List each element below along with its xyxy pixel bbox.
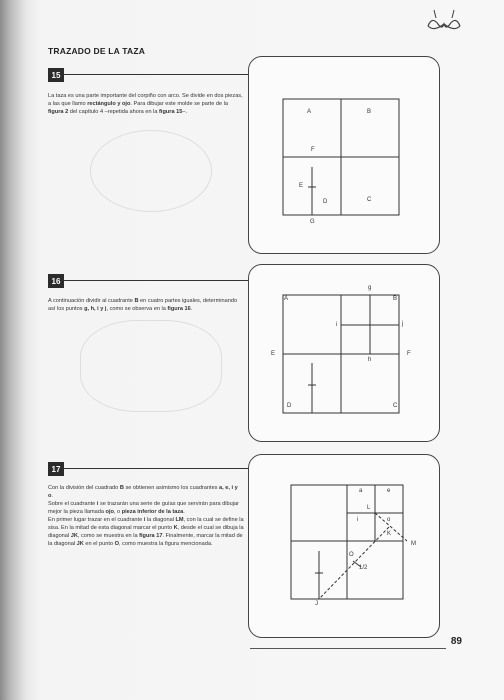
label-M: M xyxy=(411,541,416,547)
label-B: B xyxy=(393,296,398,302)
figure-15-drawing xyxy=(249,57,439,253)
bleed-through xyxy=(80,320,222,412)
label-L: L xyxy=(367,505,371,511)
step-text: Con la división del cuadrado B se obtienen asimismo los cuadrantes a, e, i y o. Sobre el cuadrante i se trazarán una serie de guías que servirán para dibujar mejor la pieza llamada ojo, o pieza inferior de la taza. En primer lugar trazar en el cuadrante i la diagonal LM, con la cual se define la sisa. En la mitad de esta diagonal marcar el punto K, desde el cual se dibuja la diagonal JK, como se muestra en la figura 17. Finalmente, marcar la mitad de la diagonal JK en el punto O, como muestra la figura mencionada. xyxy=(48,485,244,547)
section-heading: TRAZADO DE LA TAZA xyxy=(48,46,146,56)
step-number: 16 xyxy=(48,274,64,288)
label-F: F xyxy=(311,147,315,153)
bleed-through xyxy=(90,130,212,212)
label-j: j xyxy=(402,321,404,327)
label-i: i xyxy=(357,517,359,523)
label-E: E xyxy=(299,183,304,189)
step-rule xyxy=(64,74,260,75)
label-h: h xyxy=(368,357,372,363)
label-o: o xyxy=(387,517,391,523)
step-text: La taza es una parte importante del corpiño con arco. Se divide en dos piezas, a las que llamo rectángulo y ojo. Para dibujar este molde se parte de la figura 2 del capítulo 4 –repetida ahora en la figura 15–. xyxy=(48,93,243,115)
label-B: B xyxy=(367,109,372,115)
step-rule xyxy=(64,280,260,281)
label-e: e xyxy=(387,488,391,494)
label-K: K xyxy=(387,531,392,537)
label-C: C xyxy=(367,197,372,203)
label-g: g xyxy=(368,285,372,291)
label-half: 1/2 xyxy=(359,565,368,571)
step-number: 15 xyxy=(48,68,64,82)
label-a: a xyxy=(359,488,363,494)
label-A: A xyxy=(284,296,289,302)
label-O: O xyxy=(349,552,354,558)
label-F: F xyxy=(407,351,411,357)
label-i: i xyxy=(336,322,338,328)
figure-17-panel xyxy=(248,454,440,638)
label-E: E xyxy=(271,351,276,357)
page-number: 89 xyxy=(450,636,462,647)
footer-rule xyxy=(250,648,446,649)
label-A: A xyxy=(307,109,312,115)
step-rule xyxy=(64,468,260,469)
label-C: C xyxy=(393,403,398,409)
label-D: D xyxy=(287,403,292,409)
step-text: A continuación dividir al cuadrante B en cuatro partes iguales, determinando así los puntos g, h, i y j, como se observa en la figura 16. xyxy=(48,298,238,312)
figure-16-panel xyxy=(248,264,440,442)
bra-icon xyxy=(424,8,464,37)
label-G: G xyxy=(310,219,315,225)
step-number: 17 xyxy=(48,462,64,476)
figure-15-panel xyxy=(248,56,440,254)
label-J: J xyxy=(315,601,318,607)
label-D: D xyxy=(323,199,328,205)
